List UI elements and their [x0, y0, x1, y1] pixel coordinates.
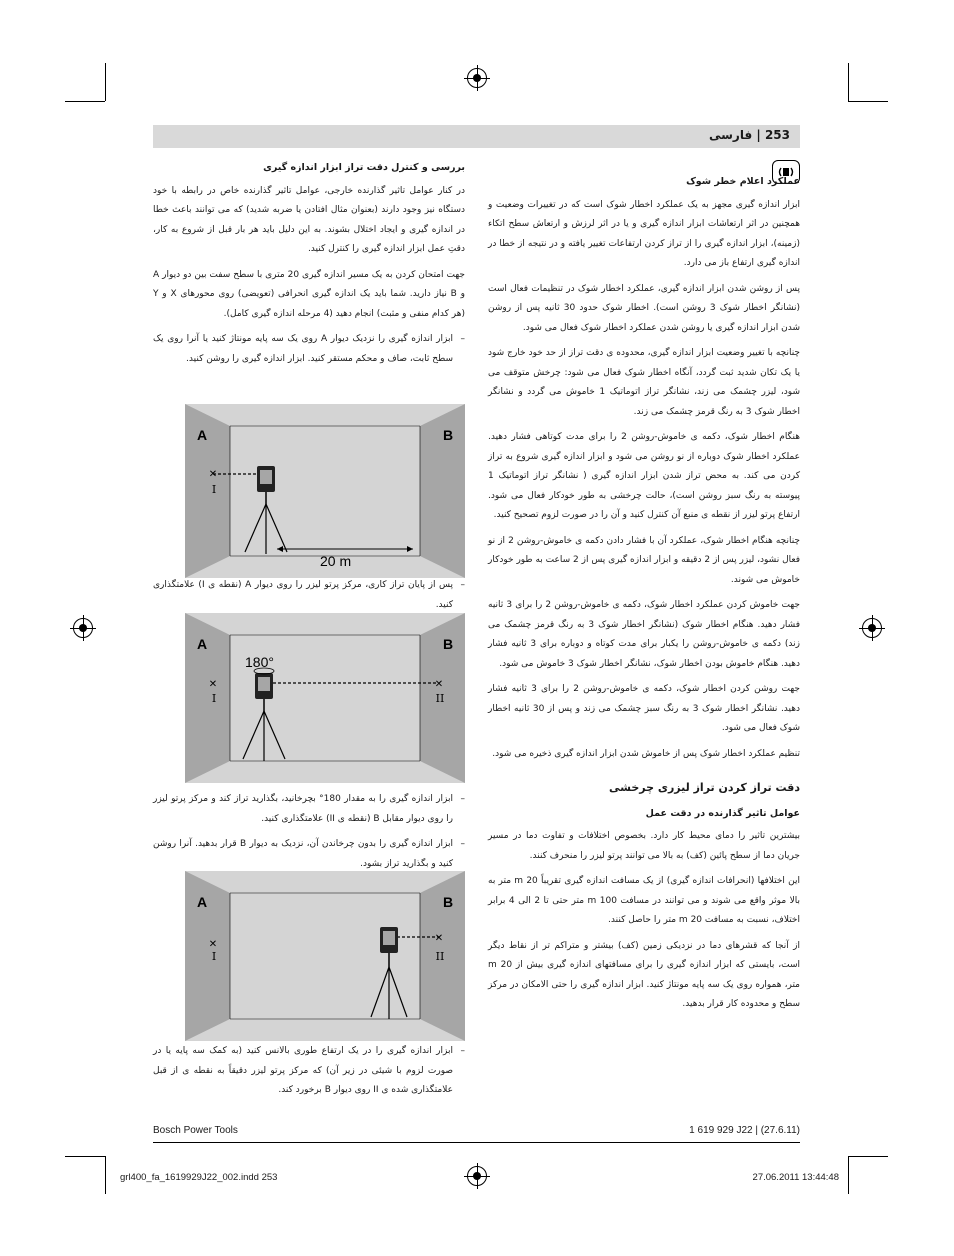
mark-x-icon: ✕ — [208, 469, 218, 480]
bullet-item: – ابزار اندازه گیری را نزدیک دیوار A روی یک سه پایه مونتاژ کنید یا آنرا روی یک سطح ثابت، صاف و محکم مستقر کنید. ابزار اندازه گیری را روشن کنید. — [153, 330, 465, 369]
paragraph: پس از روشن شدن ابزار اندازه گیری، عملکرد اخطار شوک در تنظیمات فعال است (نشانگر اخطار شوک 3 روشن است). اخطار شوک حدود 30 ثانیه پس از روشن شدن ابزار اندازه گیری یا روشن شدن عملکرد اخطار شوک فعال می شود. — [488, 283, 800, 333]
paragraph: جهت امتحان کردن به یک مسیر اندازه گیری 20 متری با سطح سفت بین دو دیوار A و B نیاز دارید. شما باید یک اندازه گیری انحرافی (تعویضی) روی محورهای X و Y (هر کدام منفی و مثبت) انجام دهید (4 مرحله اندازه گیری کامل). — [153, 269, 465, 319]
paragraph: در کنار عوامل تاثیر گذارنده خارجی، عوامل تاثیر گذارنده خاص در رابطه با خود دستگاه نیز وجود دارند (بعنوان مثال افتادن یا ضربه شدید) که می توانند باعث خطا در اندازه گیری و ایجاد اختلال بشوند. به این دلیل باید هر بار قبل از شروع به کار، دقتِ عمل ابزار اندازه گیری را کنترل کنید. — [153, 185, 465, 254]
paragraph: جهت روشن کردن اخطار شوک، دکمه ی خاموش-روشن 2 را برای 3 ثانیه فشار دهید. نشانگر اخطار شوک 3 به رنگ سبز چشمک می زند و پس از 30 ثانیه اخطار شوک فعال می شود. — [488, 684, 800, 733]
paragraph: ابزار اندازه گیری مجهز به یک عملکرد اخطار شوک است که در تغییرات وضعیت و همچنین در اثر ارتعاشات ابزار اندازه گیری و یا در اثر لرزش و ارتعاش سطح اتکاء (زمینه)، ابزار اندازه گیری را از تراز کردن ارتفاعات تغییر یافته و در نتیجه از خطا در اندازه گیری ارتفاع باز می دارد. — [488, 199, 800, 268]
point-label: I — [211, 483, 217, 496]
paragraph: هنگام اخطار شوک، دکمه ی خاموش-روشن 2 را برای مدت کوتاهی فشار دهید. عملکرد اخطار شوک دوباره از نو روشن می شود و ابزار اندازه گیری شروع به تراز کردن می کند. به محض تراز شدن ابزار اندازه گیری ( نشانگر تراز اتوماتیک 1 پیوسته به رنگ سبز روشن است)، حالت چرخشی به طور خودکار فعال می شود. ارتفاع پرتو لیزر از نقطه ی منبع آن کنترل کنید و آن را در صورت لزوم تصحیح کنید. — [488, 432, 800, 520]
registration-mark-icon — [862, 618, 882, 638]
paragraph: این اختلافها (انحرافات اندازه گیری) از یک مسافت اندازه گیری تقریباً 20 m متر به بالا موثر واقع می شوند و می توانند در مسافت 100 m متر حتی تا 2 الی 4 برابر اختلاف، نسبت به مسافت 20 m متر را حاصل کنند. — [488, 876, 801, 925]
bullet-item: – ابزار اندازه گیری را بدون چرخاندن آن، نزدیک به دیوار B قرار بدهید. آنرا روشن کنید و بگذارید تراز بشود. — [153, 835, 465, 874]
point-label: II — [435, 692, 445, 705]
right-column — [488, 172, 800, 1021]
wall-label: A — [197, 427, 208, 443]
point-label: II — [435, 950, 445, 963]
crop-mark — [65, 101, 105, 102]
page-title: 253 | فارسی — [708, 128, 790, 142]
footer-brand: Bosch Power Tools — [153, 1125, 238, 1136]
paragraph: چنانچه با تغییر وضعیت ابزار اندازه گیری، محدوده ی دقت تراز از حد خود خارج شود یا یک تکان شدید ثبت گردد، آنگاه اخطار شوک فعال می شود: چرخش متوقف می شود، لیزر چشمک می زند، نشانگر تراز اتوماتیک 1 خاموش می گردد و نشانگر اخطار شوک 3 به رنگ قرمز چشمک می زند. — [488, 348, 801, 417]
bullet-item: – ابزار اندازه گیری را به مقدار 180° بچرخانید، بگذارید تراز کند و مرکز پرتو لیزر را روی دیوار مقابل B (نقطه ی II) علامتگذاری کنید. — [153, 790, 465, 829]
paragraph: بیشترین تاثیر را دمای محیط کار دارد. بخصوص اختلافات و تفاوت دما در مسیر جریان دما از سطح پائین (کف) به بالا می توانند پرتو لیزر را منحرف کنند. — [488, 831, 800, 861]
crop-mark — [848, 1156, 888, 1157]
wall-label: B — [443, 427, 454, 443]
wall-label: B — [443, 894, 454, 910]
crop-mark — [105, 1156, 106, 1194]
mark-x-icon: ✕ — [434, 679, 444, 690]
registration-mark-icon — [467, 68, 487, 88]
paragraph: چنانچه هنگام اخطار شوک، عملکرد آن با فشار دادن دکمه ی خاموش-روشن 2 از نو فعال نشود، لیزر پس از 2 دقیقه و ابزار اندازه گیری پس از 2 ساعت به طور خودکار خاموش می شوند. — [487, 535, 800, 585]
diagram-wall-b — [185, 613, 465, 783]
mark-x-icon: ✕ — [208, 679, 218, 690]
left-column-intro — [153, 158, 465, 375]
rotation-label: 180° — [245, 654, 274, 670]
paragraph: تنظیم عملکرد اخطار شوک پس از خاموش شدن ابزار اندازه گیری ذخیره می شود. — [492, 748, 800, 759]
page-header — [153, 125, 800, 148]
crop-mark — [105, 63, 106, 101]
crop-mark — [848, 101, 888, 102]
left-column-step4 — [153, 1042, 465, 1107]
section-heading: عملکرد اعلام خطر شوک — [686, 176, 800, 187]
crop-mark — [848, 1156, 849, 1194]
section-heading: دقت تراز کردن تراز لیزری چرخشی — [609, 781, 800, 794]
registration-mark-icon — [73, 618, 93, 638]
crop-mark — [848, 63, 849, 101]
wall-label: B — [443, 636, 454, 652]
point-label: I — [211, 692, 217, 705]
distance-label: 20 m — [320, 553, 352, 569]
wall-label: A — [197, 894, 208, 910]
footer-divider — [153, 1142, 800, 1143]
point-label: I — [211, 950, 217, 963]
left-column-step3 — [153, 790, 465, 880]
bullet-item: – پس از پایان تراز کاری، مرکز پرتو لیزر را روی دیوار A (نقطه ی I) علامتگذاری کنید. — [153, 576, 465, 615]
section-heading: بررسی و کنترل دقت تراز ابزار اندازه گیری — [263, 162, 465, 173]
diagram-wall-a — [185, 404, 465, 578]
footer-doc-number: 1 619 929 J22 | (27.6.11) — [689, 1125, 800, 1136]
subsection-heading: عوامل تاثیر گذارنده در دقت عمل — [645, 807, 800, 819]
registration-mark-icon — [467, 1166, 487, 1186]
mark-x-icon: ✕ — [434, 933, 444, 944]
bullet-item: – ابزار اندازه گیری را در یک ارتفاع طوری بالانس کنید (به کمک سه پایه یا در صورت لزوم با شیئی در زیر آن) که مرکز پرتو لیزر دقیقاً به نقطه ی از قبل علامتگذاری شده ی II روی دیوار B برخورد کند. — [153, 1042, 465, 1101]
wall-label: A — [197, 636, 208, 652]
mark-x-icon: ✕ — [208, 939, 218, 950]
diagram-near-wall-b — [185, 871, 465, 1041]
print-timestamp: 27.06.2011 13:44:48 — [752, 1172, 839, 1183]
crop-mark — [65, 1156, 105, 1157]
paragraph: جهت خاموش کردن عملکرد اخطار شوک، دکمه ی خاموش-روشن 2 را برای 3 ثانیه فشار دهید. هنگام اخطار شوک (نشانگر اخطار شوک 3 به رنگ قرمز چشمک می زند) دکمه ی خاموش-روشن را یکبار برای مدت کوتاه و دوباره برای 3 ثانیه فشار دهید. هنگام خاموش بودن اخطار شوک، نشانگر اخطار شوک 3 خاموش می شود. — [488, 600, 800, 669]
paragraph: از آنجا که قشرهای دما در نزدیکی زمین (کف) بیشتر و متراکم تر از نقاط دیگر است، بایستی که ابزار اندازه گیری را برای مسافتهای اندازه گیری بیش از 20 m متر، همواره روی یک سه پایه مونتاژ کنید. ابزار اندازه گیری را حتی الامکان در مرکز سطح و محدوده کار قرار بدهید. — [488, 940, 800, 1009]
file-slug: grl400_fa_1619929J22_002.indd 253 — [120, 1172, 278, 1183]
